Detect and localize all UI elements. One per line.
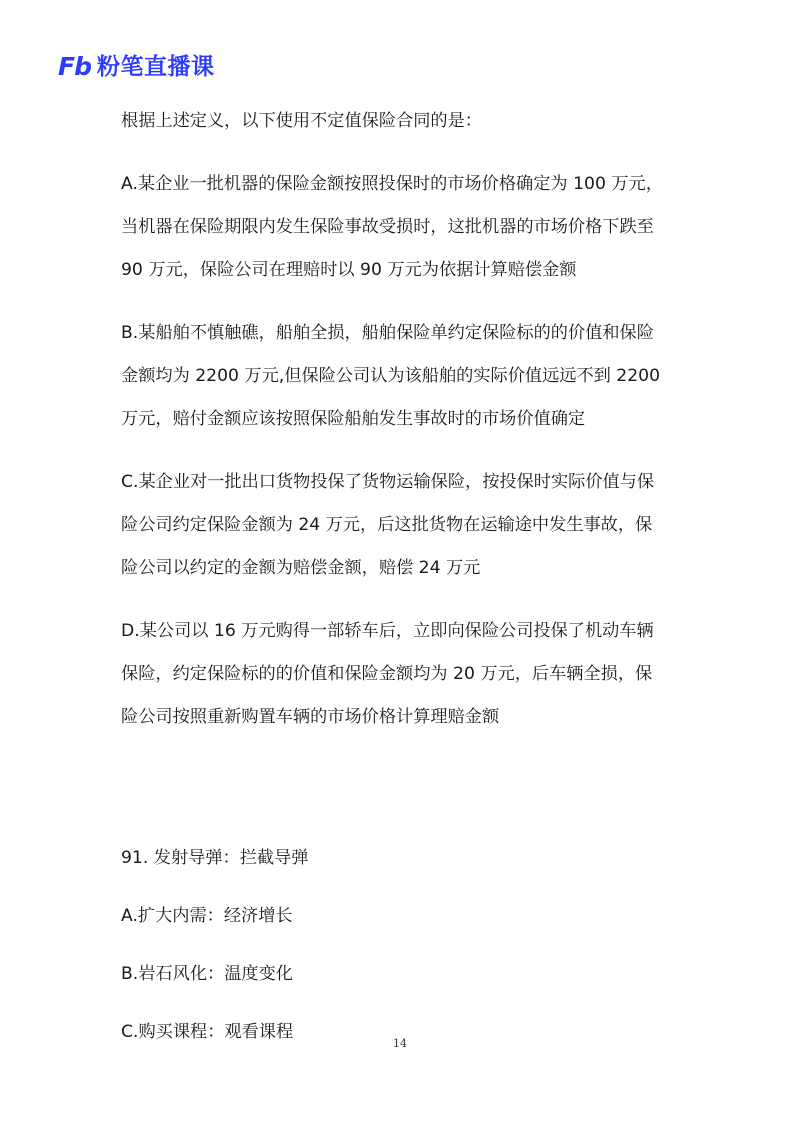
option-d-line-3: 险公司按照重新购置车辆的市场价格计算理赔金额 bbox=[121, 707, 500, 727]
option-c-line-3: 险公司以约定的金额为赔偿金额，赔偿 24 万元 bbox=[121, 558, 481, 578]
document-body bbox=[121, 100, 681, 1054]
option-b-line-1: B.某船舶不慎触礁，船舶全损，船舶保险单约定保险标的的价值和保险 bbox=[121, 323, 654, 343]
option-c-line-2: 险公司约定保险金额为 24 万元，后这批货物在运输途中发生事故，保 bbox=[121, 515, 653, 535]
option-d-line-1: D.某公司以 16 万元购得一部轿车后，立即向保险公司投保了机动车辆 bbox=[121, 621, 654, 641]
logo-text: 粉笔直播课 bbox=[96, 54, 215, 80]
option-b-line-3: 万元，赔付金额应该按照保险船舶发生事故时的市场价值确定 bbox=[121, 409, 586, 429]
option-a-line-1: A.某企业一批机器的保险金额按照投保时的市场价格确定为 100 万元， bbox=[121, 174, 663, 194]
question-91-option-c: C.购买课程：观看课程 bbox=[121, 1022, 294, 1042]
option-c bbox=[121, 461, 681, 590]
question-stem: 根据上述定义，以下使用不定值保险合同的是： bbox=[121, 111, 482, 131]
logo-mark: Fb bbox=[58, 52, 91, 81]
brand-logo bbox=[58, 53, 214, 81]
option-a-line-3: 90 万元，保险公司在理赔时以 90 万元为依据计算赔偿金额 bbox=[121, 260, 577, 280]
question-91-option-a: A.扩大内需：经济增长 bbox=[121, 906, 293, 926]
question-91-option-b: B.岩石风化：温度变化 bbox=[121, 964, 293, 984]
option-b bbox=[121, 312, 681, 441]
option-d bbox=[121, 610, 681, 739]
option-b-line-2: 金额均为 2200 万元,但保险公司认为该船舶的实际价值远远不到 2200 bbox=[121, 366, 661, 386]
option-c-line-1: C.某企业对一批出口货物投保了货物运输保险，按投保时实际价值与保 bbox=[121, 472, 655, 492]
page-number: 14 bbox=[393, 1037, 407, 1050]
option-a bbox=[121, 163, 681, 292]
option-d-line-2: 保险，约定保险标的的价值和保险金额均为 20 万元，后车辆全损，保 bbox=[121, 664, 653, 684]
option-a-line-2: 当机器在保险期限内发生保险事故受损时，这批机器的市场价格下跌至 bbox=[121, 217, 654, 237]
question-91-stem: 91. 发射导弹：拦截导弹 bbox=[121, 848, 309, 868]
